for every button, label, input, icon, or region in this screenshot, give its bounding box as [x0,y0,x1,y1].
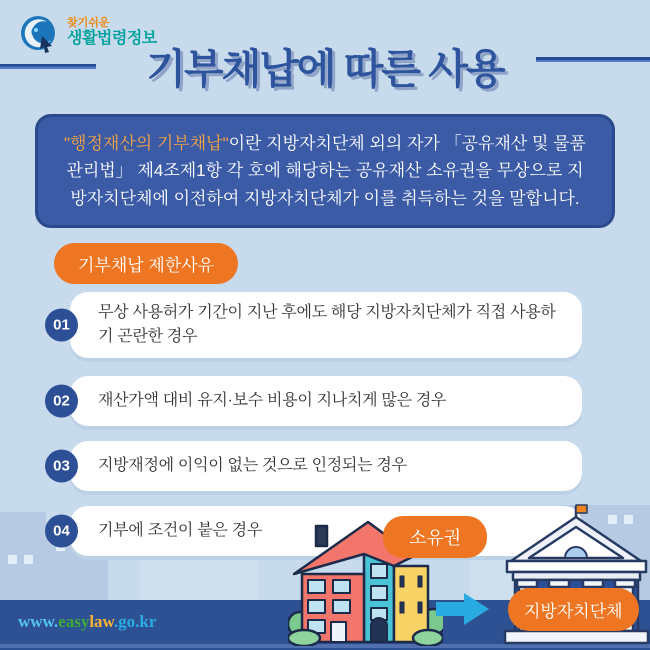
reason-text-4: 기부에 조건이 붙은 경우 [98,522,262,539]
site-url [18,612,156,632]
url-easy: easy [58,612,90,631]
reason-card-3 [53,441,582,491]
skyline-window [8,555,17,564]
recipient-badge: 지방자치단체 [508,588,639,631]
number-badge-04: 04 [45,515,78,548]
reason-text-3: 지방재정에 이익이 없는 것으로 인정되는 경우 [98,457,407,474]
definition-highlight: "행정재산의 기부채납" [64,133,229,153]
url-gokr: .go.kr [113,612,157,631]
reason-card-2 [53,376,582,426]
number-badge-02: 02 [45,385,78,418]
easylaw-logo [18,12,157,54]
section-badge: 기부채납 제한사유 [54,243,238,284]
skyline-window [24,555,33,564]
definition-text [64,130,586,213]
logo-title: 생활법령정보 [67,30,157,48]
title-rule-left [0,64,96,69]
skyline-building [140,558,258,602]
ownership-badge: 소유권 [383,516,487,558]
reason-card-1 [53,292,582,358]
definition-body: 이란 지방자치단체 외의 자가 「공유재산 및 물품 관리법」 제4조제1항 각 호에 해당하는 공유재산 소유권을 무상으로 지방자치단체에 이전하여 지방자치단체가 이를 취득하는 것을 말합니다. [66,133,586,208]
number-badge-01: 01 [45,309,78,342]
reason-text-2: 재산가액 대비 유지·보수 비용이 지나치게 많은 경우 [98,392,447,409]
logo-text [67,17,157,48]
url-www: www. [18,612,59,631]
easylaw-logo-icon [18,12,60,54]
page-title: 기부채납에 따른 사용 [146,46,504,92]
title-rule-right [536,57,650,62]
logo-tagline: 찾기쉬운 [67,17,110,30]
reason-text-1: 무상 사용허가 기간이 지난 후에도 해당 지방자치단체가 직접 사용하기 곤란한 경우 [98,304,556,345]
definition-box [35,114,615,228]
number-badge-03: 03 [45,450,78,483]
skyline-building [0,512,46,602]
url-law: law [89,612,114,631]
transfer-arrow-icon [436,592,490,626]
